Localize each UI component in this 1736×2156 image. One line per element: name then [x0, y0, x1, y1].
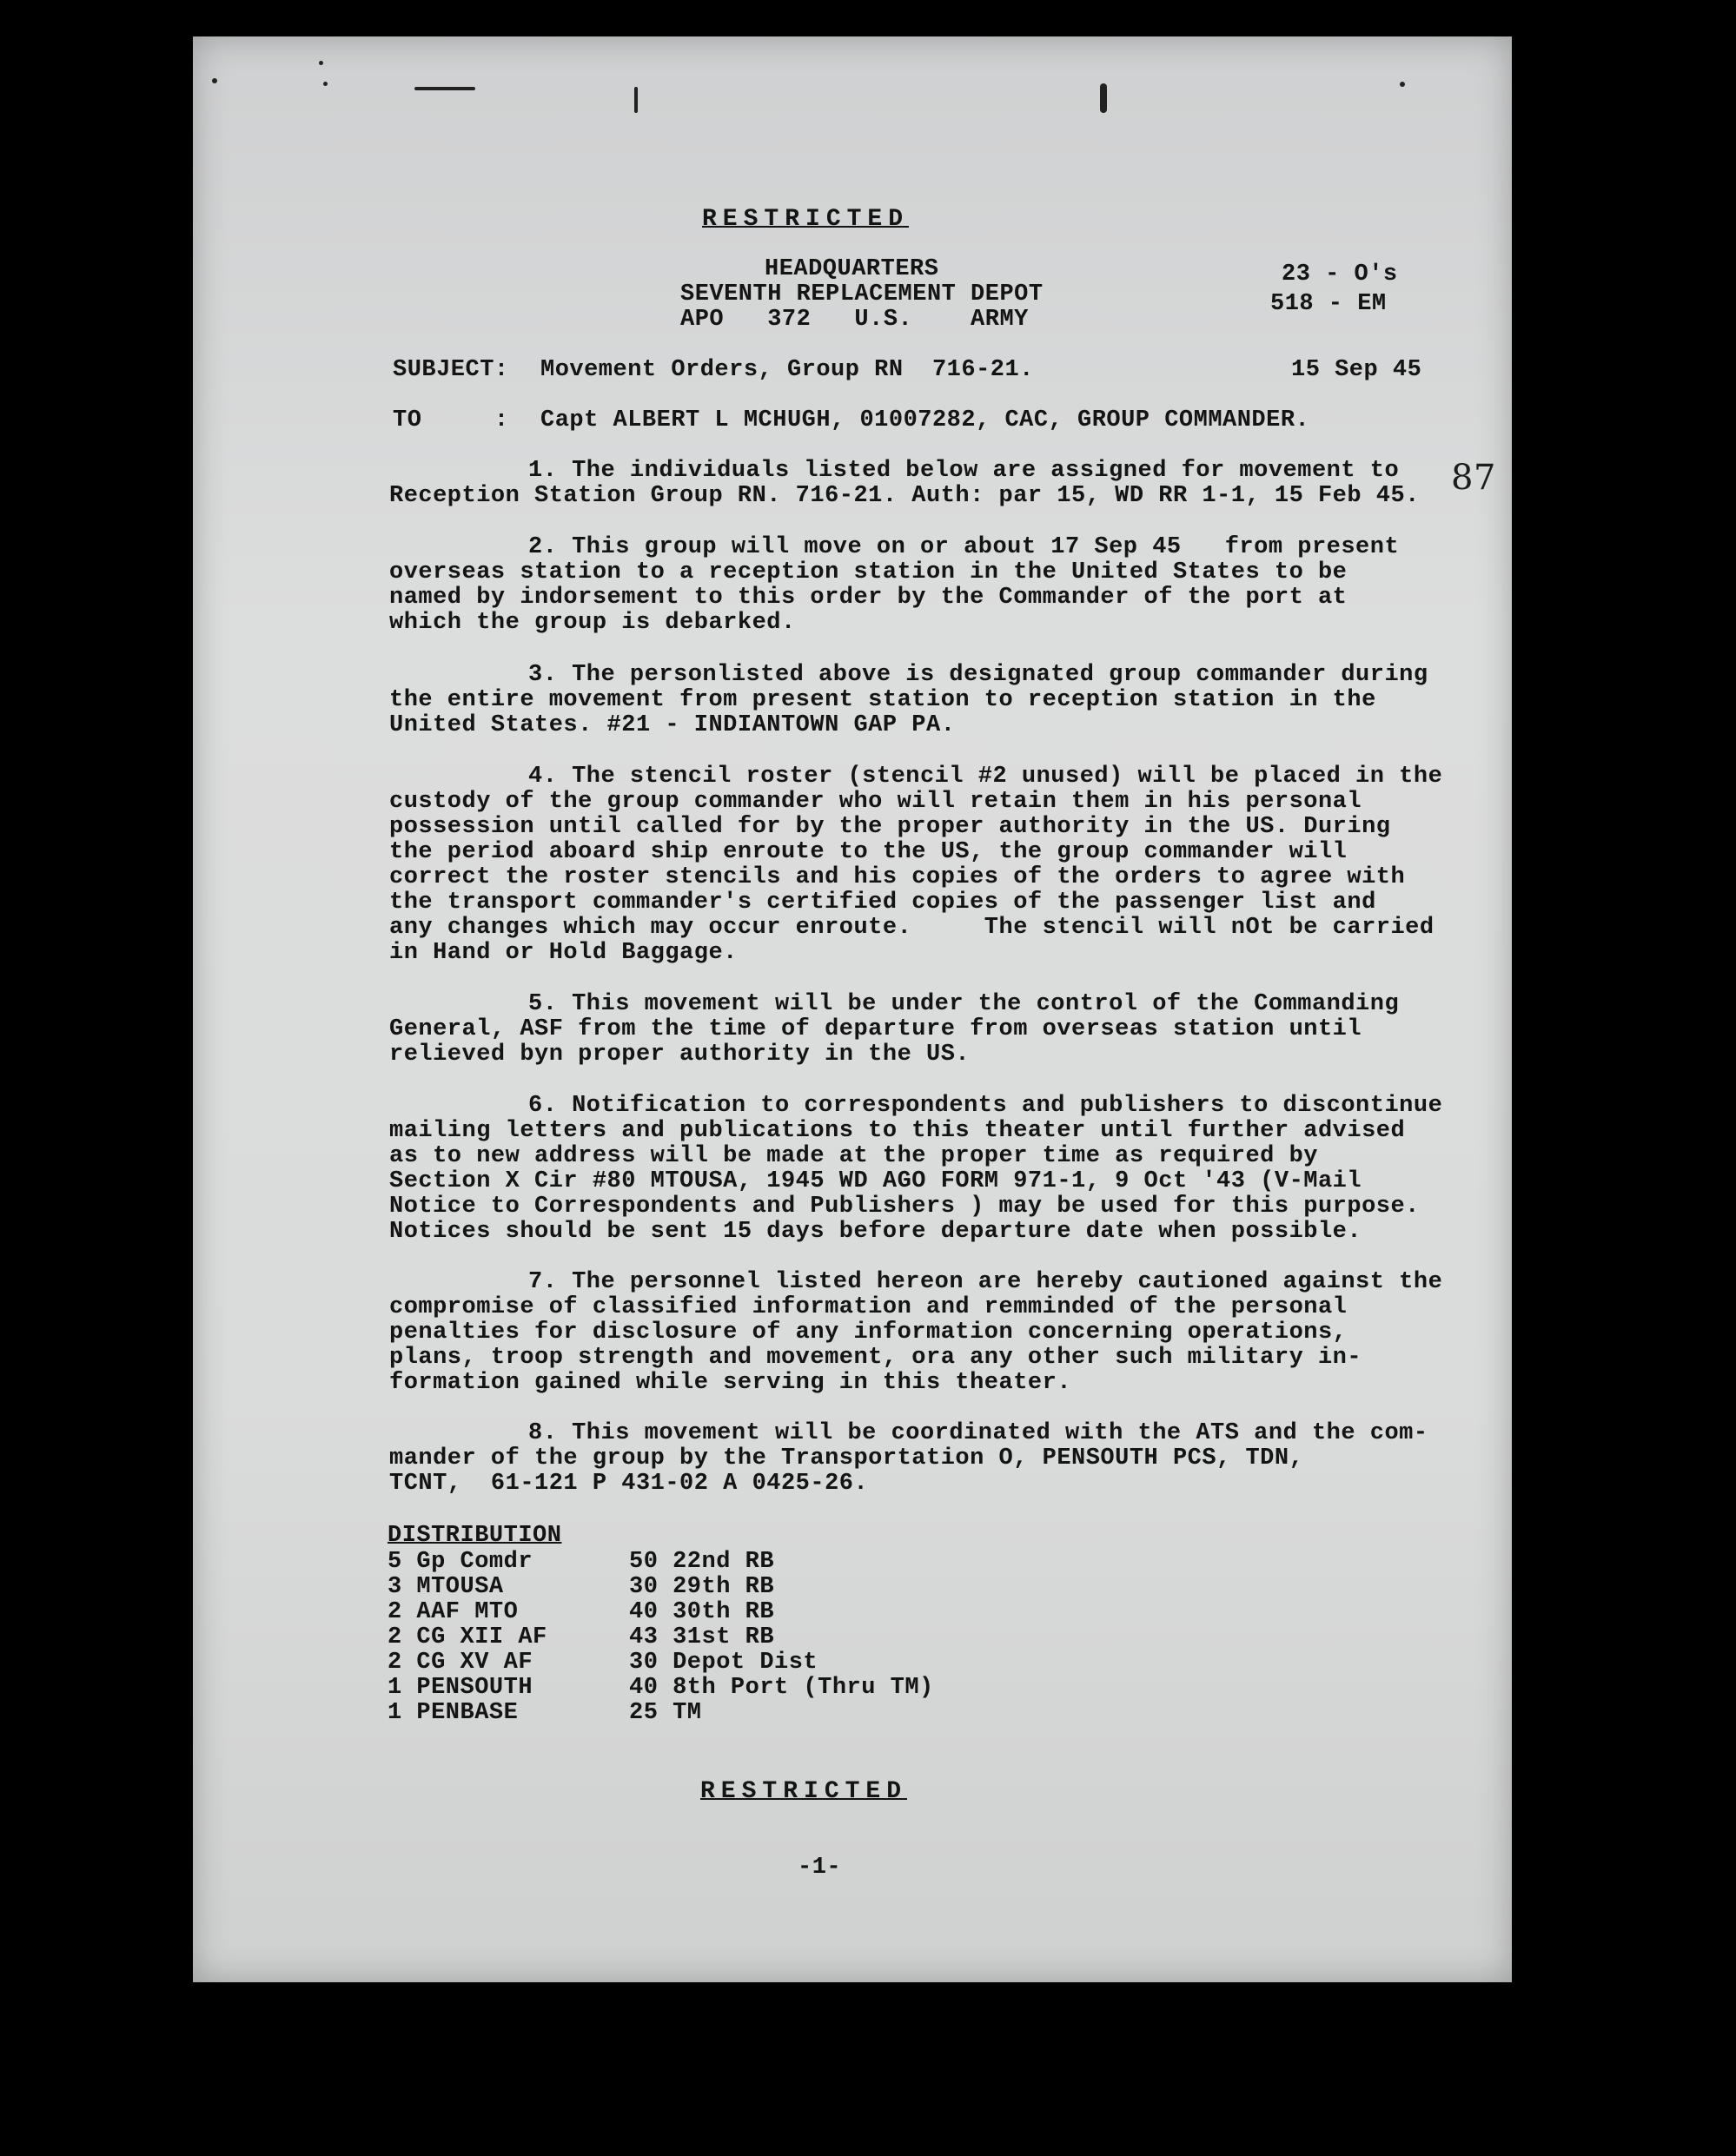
para-1-line-2: Reception Station Group RN. 716-21. Auth: par 15, WD RR 1-1, 15 Feb 45.: [389, 483, 1420, 509]
para-5-line-3: relieved byn proper authority in the US.: [389, 1042, 971, 1068]
para-4-line-8: in Hand or Hold Baggage.: [389, 940, 738, 966]
para-2-line-3: named by indorsement to this order by the Commander of the port at: [389, 585, 1348, 611]
para-7-line-2: compromise of classified information and remminded of the personal: [389, 1294, 1348, 1320]
distribution-left-item: 2 CG XII AF: [388, 1624, 547, 1650]
hq-line-2: SEVENTH REPLACEMENT DEPOT: [680, 281, 1044, 308]
para-4-line-7: any changes which may occur enroute. The stencil will nOt be carried: [389, 915, 1435, 941]
distribution-right-item: 50 22nd RB: [629, 1549, 775, 1575]
handwritten-page-number: 87: [1451, 458, 1496, 498]
distribution-right-item: 30 29th RB: [629, 1574, 775, 1600]
subject-label: SUBJECT:: [393, 357, 509, 383]
para-1-line-1: 1. The individuals listed below are assigned for movement to: [528, 458, 1400, 484]
distribution-left-item: 3 MTOUSA: [388, 1574, 504, 1600]
distribution-right-item: 40 8th Port (Thru TM): [629, 1675, 934, 1701]
para-2-line-4: which the group is debarked.: [389, 610, 796, 636]
para-6-line-1: 6. Notification to correspondents and publishers to discontinue: [528, 1093, 1443, 1119]
punch-mark: [212, 78, 217, 83]
para-5-line-2: General, ASF from the time of departure from overseas station until: [389, 1016, 1362, 1042]
para-3-line-3: United States. #21 - INDIANTOWN GAP PA.: [389, 712, 956, 738]
distribution-right-item: 30 Depot Dist: [629, 1650, 818, 1676]
para-8-line-2: mander of the group by the Transportation O, PENSOUTH PCS, TDN,: [389, 1445, 1304, 1472]
para-6-line-6: Notices should be sent 15 days before departure date when possible.: [389, 1219, 1362, 1245]
punch-mark: [323, 82, 328, 86]
hq-line-1: HEADQUARTERS: [765, 256, 939, 282]
para-6-line-5: Notice to Correspondents and Publishers ) may be used for this purpose.: [389, 1194, 1420, 1220]
hq-line-3: APO 372 U.S. ARMY: [680, 307, 1029, 333]
punch-mark: [319, 61, 323, 65]
distribution-left-item: 2 AAF MTO: [388, 1599, 519, 1625]
distribution-right-item: 43 31st RB: [629, 1624, 775, 1650]
para-4-line-3: possession until called for by the proper authority in the US. During: [389, 814, 1391, 840]
page-number: -1-: [798, 1855, 842, 1881]
para-3-line-2: the entire movement from present station to reception station in the: [389, 687, 1376, 713]
to-label: TO :: [393, 407, 509, 433]
para-3-line-1: 3. The personlisted above is designated group commander during: [528, 662, 1428, 688]
punch-mark: [1100, 83, 1107, 113]
distribution-title: DISTRIBUTION: [388, 1523, 562, 1549]
para-6-line-3: as to new address will be made at the proper time as required by: [389, 1143, 1318, 1169]
para-5-line-1: 5. This movement will be under the control of the Commanding: [528, 991, 1400, 1017]
subject-date: 15 Sep 45: [1291, 357, 1422, 383]
para-4-line-5: correct the roster stencils and his copies of the orders to agree with: [389, 864, 1406, 890]
distribution-left-item: 2 CG XV AF: [388, 1650, 533, 1676]
para-6-line-2: mailing letters and publications to this theater until further advised: [389, 1118, 1406, 1144]
para-4-line-4: the period aboard ship enroute to the US, the group commander will: [389, 839, 1348, 865]
restricted-footer: RESTRICTED: [700, 1778, 908, 1805]
subject-text: Movement Orders, Group RN 716-21.: [540, 357, 1034, 383]
para-8-line-3: TCNT, 61-121 P 431-02 A 0425-26.: [389, 1471, 869, 1497]
distribution-right-item: 25 TM: [629, 1700, 702, 1726]
para-7-line-1: 7. The personnel listed hereon are hereby cautioned against the: [528, 1269, 1443, 1295]
to-text: Capt ALBERT L MCHUGH, 01007282, CAC, GROUP COMMANDER.: [540, 407, 1310, 433]
para-7-line-4: plans, troop strength and movement, ora any other such military in-: [389, 1345, 1362, 1371]
para-7-line-5: formation gained while serving in this theater.: [389, 1370, 1072, 1396]
punch-mark: [414, 87, 475, 90]
count-em: 518 - EM: [1270, 291, 1387, 317]
para-4-line-6: the transport commander's certified copies of the passenger list and: [389, 890, 1376, 916]
para-4-line-1: 4. The stencil roster (stencil #2 unused) will be placed in the: [528, 764, 1443, 790]
para-7-line-3: penalties for disclosure of any information concerning operations,: [389, 1319, 1348, 1346]
distribution-left-item: 1 PENBASE: [388, 1700, 519, 1726]
punch-mark: [634, 87, 638, 113]
para-4-line-2: custody of the group commander who will retain them in his personal: [389, 789, 1362, 815]
para-6-line-4: Section X Cir #80 MTOUSA, 1945 WD AGO FORM 971-1, 9 Oct '43 (V-Mail: [389, 1168, 1362, 1194]
distribution-right-item: 40 30th RB: [629, 1599, 775, 1625]
restricted-header: RESTRICTED: [702, 206, 910, 233]
para-2-line-1: 2. This group will move on or about 17 Sep 45 from present: [528, 534, 1400, 560]
count-officers: 23 - O's: [1282, 261, 1398, 288]
para-2-line-2: overseas station to a reception station in the United States to be: [389, 559, 1348, 585]
distribution-left-item: 1 PENSOUTH: [388, 1675, 533, 1701]
document-page: [193, 36, 1512, 1982]
distribution-left-item: 5 Gp Comdr: [388, 1549, 533, 1575]
punch-mark: [1400, 82, 1405, 87]
para-8-line-1: 8. This movement will be coordinated with the ATS and the com-: [528, 1420, 1428, 1446]
